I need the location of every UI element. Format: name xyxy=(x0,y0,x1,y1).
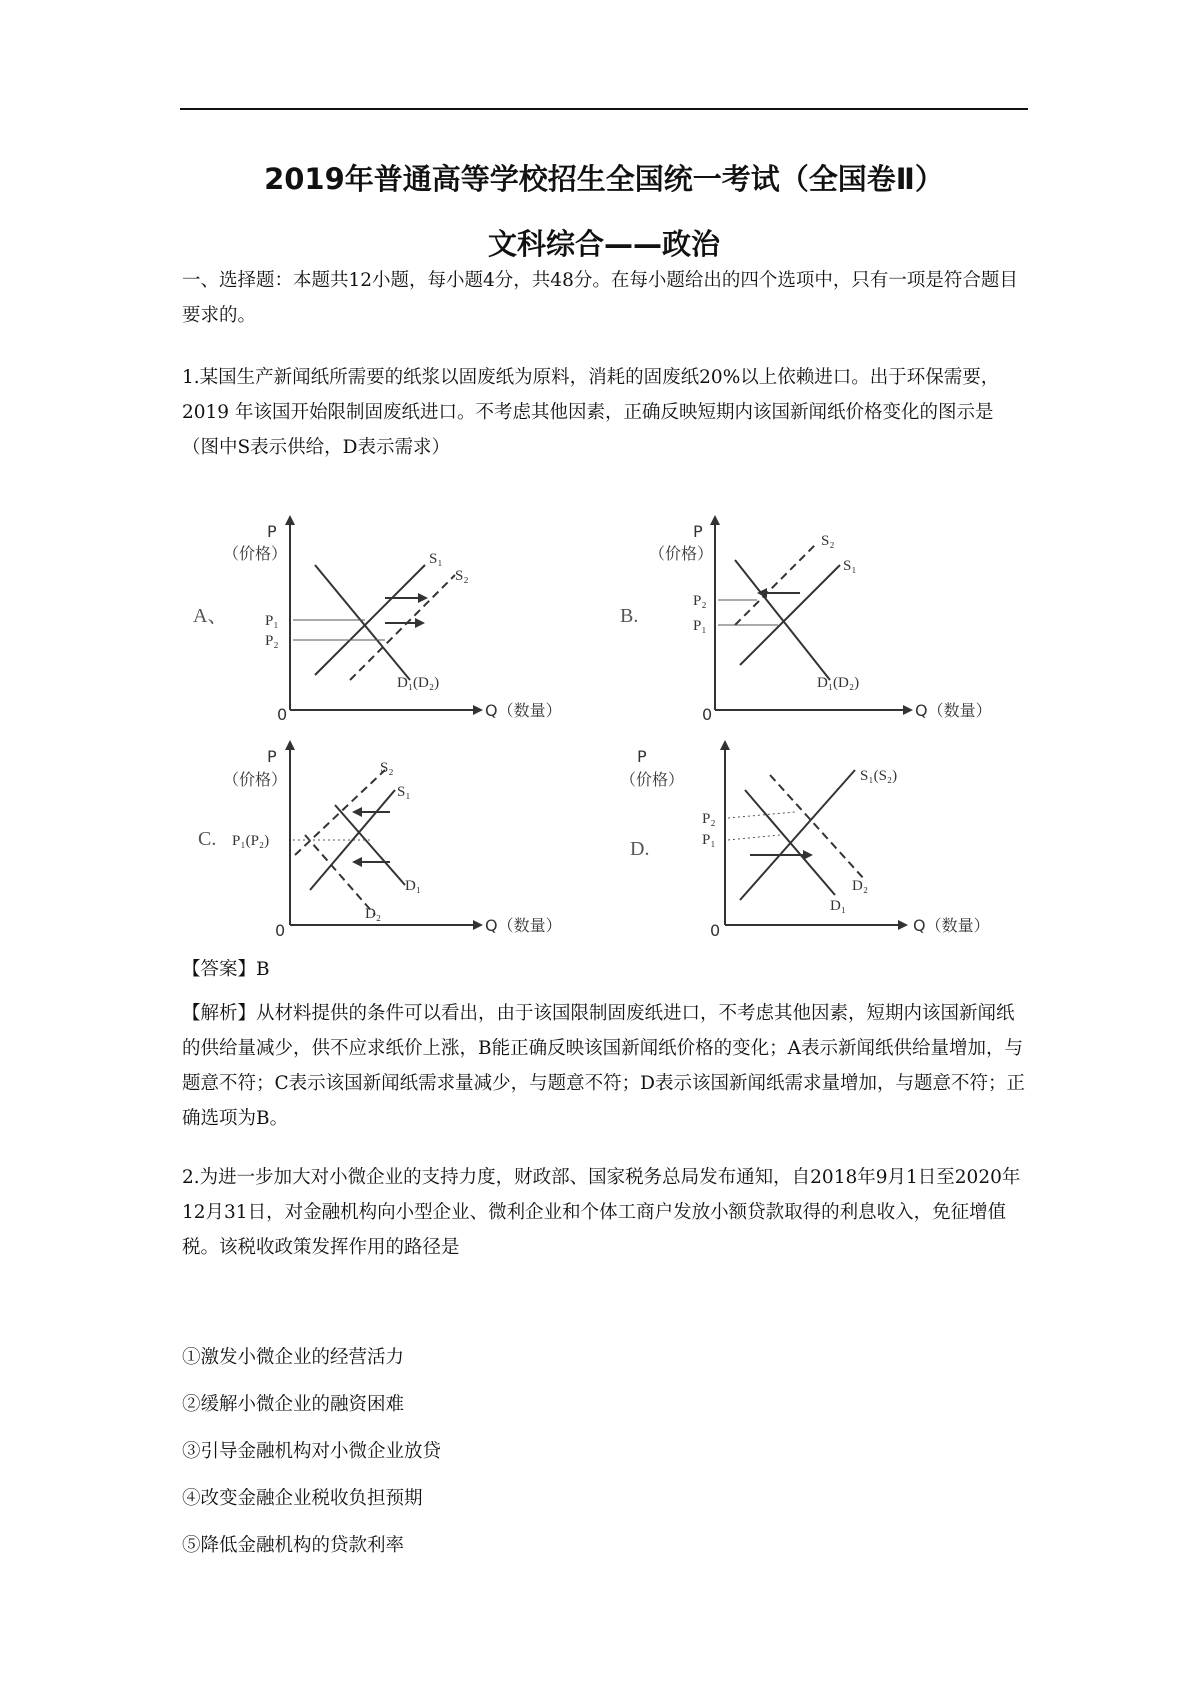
diagram-b-d: D₁(D₂) xyxy=(817,675,860,691)
diagram-a-p-sub: （价格） xyxy=(223,544,288,563)
diagram-b-origin: 0 xyxy=(702,705,713,724)
diagram-d-d1: D₁ xyxy=(830,898,847,914)
q1-stem: 1.某国生产新闻纸所需要的纸浆以固废纸为原料，消耗的固废纸20%以上依赖进口。出于环保需要，2019 年该国开始限制固废纸进口。不考虑其他因素，正确反映短期内该国新闻纸价格变化的图示是（图中S表示供给，D表示需求） xyxy=(182,367,1000,458)
q2-option-1: ①激发小微企业的经营活力 xyxy=(182,1347,405,1368)
section-intro: 一、选择题：本题共12小题，每小题4分，共48分。在每小题给出的四个选项中，只有一项是符合题目要求的。 xyxy=(182,270,1018,326)
q1-answer: 【答案】B xyxy=(182,959,270,980)
diagram-c-p-label: P xyxy=(267,747,277,766)
diagram-d-p1: P₁ xyxy=(702,832,716,848)
diagram-b-s2: S₂ xyxy=(821,533,835,549)
diagram-c-s1: S₁ xyxy=(397,784,411,800)
q1-analysis: 【解析】从材料提供的条件可以看出，由于该国限制固废纸进口，不考虑其他因素，短期内该国新闻纸的供给量减少，供不应求纸价上涨，B能正确反映该国新闻纸价格的变化；A表示新闻纸供给量增加，与题意不符；C表示该国新闻纸需求量减少，与题意不符；D表示该国新闻纸需求量增加，与题意不符；正确选项为B。 xyxy=(182,1003,1025,1129)
diagram-d-p-label: P xyxy=(637,747,647,766)
diagram-b-p-sub: （价格） xyxy=(649,544,714,563)
q2-option-2: ②缓解小微企业的融资困难 xyxy=(182,1394,405,1415)
diagram-d-letter: D. xyxy=(630,838,650,860)
diagram-a-p-label: P xyxy=(267,522,277,541)
diagram-a-s2: S₂ xyxy=(455,568,469,584)
diagram-d-d2: D₂ xyxy=(852,878,869,894)
diagram-d-p2: P₂ xyxy=(702,811,716,827)
diagram-b-p1: P₁ xyxy=(693,618,707,634)
diagram-c-q-label: Q（数量） xyxy=(485,916,562,935)
diagram-b-q-label: Q（数量） xyxy=(915,701,992,720)
diagram-a[interactable] xyxy=(185,515,585,734)
diagram-a-letter: A、 xyxy=(193,605,228,627)
diagram-b-p-label: P xyxy=(693,522,703,541)
diagram-a-p2: P₂ xyxy=(265,633,279,649)
diagram-c-letter: C. xyxy=(198,828,217,850)
diagram-b-letter: B. xyxy=(620,605,639,627)
q2-option-3: ③引导金融机构对小微企业放贷 xyxy=(182,1441,442,1462)
diagram-c-s2: S₂ xyxy=(380,760,394,776)
diagram-b-p2: P₂ xyxy=(693,593,707,609)
diagram-d-s: S₁(S₂) xyxy=(860,768,898,784)
diagram-a-q-label: Q（数量） xyxy=(485,701,562,720)
exam-title: 2019年普通高等学校招生全国统一考试（全国卷Ⅱ） xyxy=(264,162,944,196)
diagram-d-p-sub: （价格） xyxy=(620,770,685,789)
q2-option-5: ⑤降低金融机构的贷款利率 xyxy=(182,1535,405,1556)
diagram-a-s1: S₁ xyxy=(429,551,443,567)
diagram-b[interactable] xyxy=(615,515,995,734)
diagram-c-p: P₁(P₂) xyxy=(232,833,270,849)
q2-stem: 2.为进一步加大对小微企业的支持力度，财政部、国家税务总局发布通知，自2018年9月1日至2020年12月31日，对金融机构向小型企业、微利企业和个体工商户发放小额贷款取得的利息收入，免征增值税。该税收政策发挥作用的路径是 xyxy=(182,1167,1021,1258)
diagram-c-p-sub: （价格） xyxy=(223,770,288,789)
diagram-c-origin: 0 xyxy=(275,921,286,940)
diagram-a-p1: P₁ xyxy=(265,613,279,629)
diagram-a-origin: 0 xyxy=(277,705,288,724)
diagram-b-s1: S₁ xyxy=(843,558,857,574)
exam-subtitle: 文科综合——政治 xyxy=(487,227,720,261)
diagram-c[interactable] xyxy=(195,740,575,944)
diagram-d-q-label: Q（数量） xyxy=(913,916,990,935)
diagram-c-d2: D₂ xyxy=(365,906,382,922)
diagram-d[interactable] xyxy=(620,740,1010,944)
diagram-a-d: D₁(D₂) xyxy=(397,675,440,691)
q2-option-4: ④改变金融企业税收负担预期 xyxy=(182,1488,423,1509)
diagram-c-d1: D₁ xyxy=(405,878,422,894)
diagram-d-origin: 0 xyxy=(710,921,721,940)
top-rule xyxy=(180,108,1028,110)
